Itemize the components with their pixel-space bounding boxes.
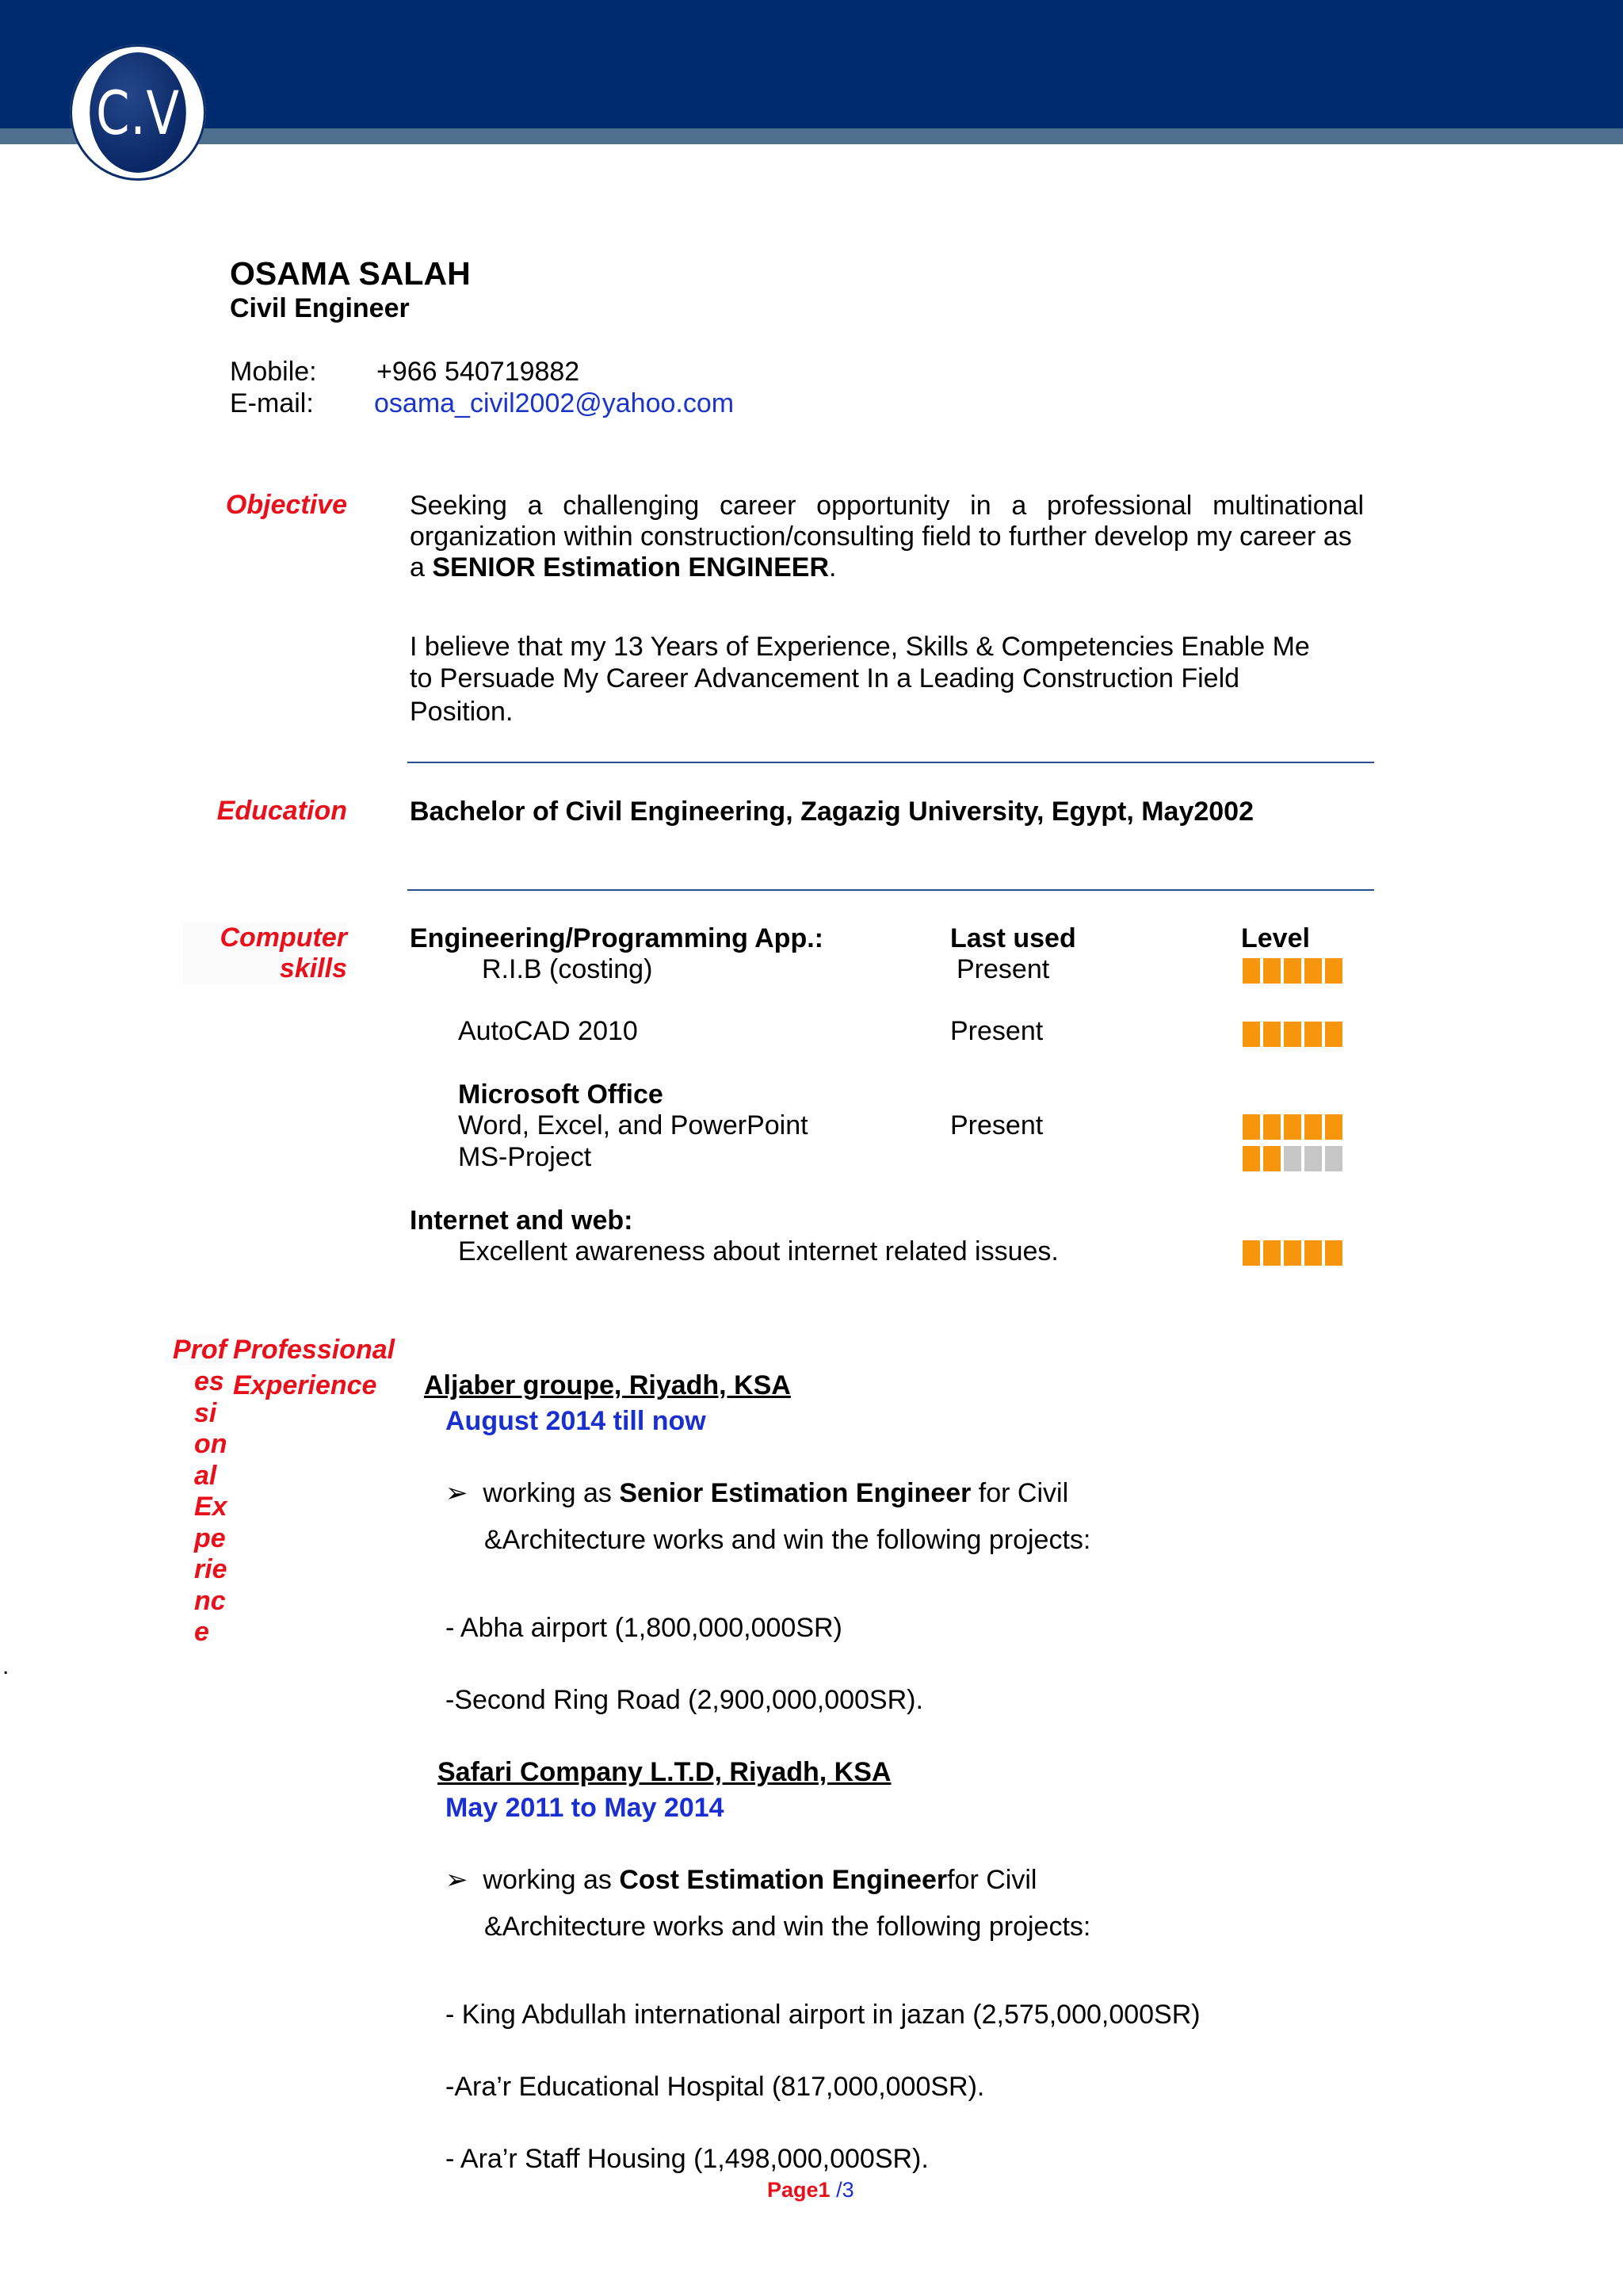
objective-line-3-post: . [829, 552, 837, 583]
project-item: -Ara’r Educational Hospital (817,000,000SR). [445, 2072, 985, 2102]
bullet-arrow-icon: ➢ [445, 1478, 468, 1508]
level-block-filled [1325, 958, 1342, 984]
project-item: - Abha airport (1,800,000,000SR) [445, 1613, 842, 1643]
skill-office-name: Word, Excel, and PowerPoint [458, 1110, 808, 1140]
person-name: OSAMA SALAH [230, 255, 471, 292]
level-block-filled [1243, 958, 1260, 984]
project-item: - King Abdullah international airport in jazan (2,575,000,000SR) [445, 2000, 1201, 2030]
vertical-fragment: al [194, 1460, 217, 1491]
objective-line-1: Seeking a challenging career opportunity in a professional multinational [410, 491, 1364, 521]
objective-line-3-pre: a [410, 552, 433, 583]
education-heading: Education [216, 796, 347, 826]
experience-overlap-word: Prof [173, 1335, 227, 1365]
job-bullet-line-2: &Architecture works and win the following projects: [484, 1912, 1091, 1942]
skill-office-last-used: Present [950, 1110, 1044, 1140]
computer-skills-heading [182, 923, 347, 984]
level-block-filled [1325, 1114, 1342, 1140]
job-bullet [445, 1864, 1037, 1896]
level-block-filled [1284, 1240, 1301, 1266]
vertical-fragment: e [194, 1617, 209, 1647]
mobile-value: +966 540719882 [376, 357, 580, 387]
bullet-arrow-icon: ➢ [445, 1865, 468, 1895]
level-block-filled [1263, 958, 1281, 984]
page-number: Page1 [767, 2178, 837, 2202]
level-block-filled [1243, 1146, 1260, 1171]
level-block-filled [1304, 1240, 1322, 1266]
level-block-empty [1304, 1146, 1322, 1171]
skill-office-heading: Microsoft Office [458, 1079, 663, 1110]
job-company: Aljaber groupe, Riyadh, KSA [424, 1370, 791, 1400]
page-footer [767, 2178, 854, 2202]
level-block-filled [1243, 1022, 1260, 1047]
objective-heading: Objective [225, 490, 347, 520]
level-block-filled [1243, 1240, 1260, 1266]
skills-col-level: Level [1241, 923, 1310, 953]
objective-p2-line-1: I believe that my 13 Years of Experience, Skills & Competencies Enable Me [410, 632, 1310, 662]
project-item: - Ara’r Staff Housing (1,498,000,000SR). [445, 2144, 929, 2174]
job-bullet-line-2: &Architecture works and win the following projects: [484, 1525, 1091, 1555]
experience-heading-line-1: Professional [233, 1335, 395, 1365]
vertical-fragment: Ex [194, 1492, 227, 1522]
level-block-filled [1325, 1022, 1342, 1047]
skill-rib-name: R.I.B (costing) [482, 954, 653, 984]
objective-p2-line-2: to Persuade My Career Advancement In a Leading Construction Field [410, 663, 1240, 693]
level-block-filled [1304, 958, 1322, 984]
level-block-empty [1325, 1146, 1342, 1171]
cv-logo: C.V [90, 52, 186, 173]
vertical-fragment: rie [194, 1554, 227, 1584]
skills-heading-line-1: Computer [220, 923, 347, 953]
job-role: Senior Estimation Engineer [619, 1478, 972, 1508]
level-block-filled [1325, 1240, 1342, 1266]
skills-col-app: Engineering/Programming App.: [410, 923, 823, 953]
vertical-fragment: es [194, 1366, 224, 1396]
email-label: E-mail: [230, 388, 314, 418]
skill-internet-name: Excellent awareness about internet related issues. [458, 1236, 1059, 1266]
level-block-filled [1284, 958, 1301, 984]
education-degree: Bachelor of Civil Engineering, Zagazig University, Egypt, May2002 [410, 797, 1254, 827]
job-bullet [445, 1477, 1068, 1509]
level-block-filled [1263, 1114, 1281, 1140]
experience-vertical-text [194, 1366, 242, 1648]
mobile-label: Mobile: [230, 357, 317, 387]
vertical-fragment: si [194, 1397, 217, 1428]
level-block-filled [1284, 1022, 1301, 1047]
level-block-filled [1263, 1240, 1281, 1266]
skill-rib-last-used: Present [957, 954, 1050, 984]
job-company: Safari Company L.T.D, Riyadh, KSA [437, 1757, 892, 1787]
skill-autocad-last-used: Present [950, 1016, 1044, 1046]
vertical-fragment: nc [194, 1585, 226, 1616]
skill-level-meter [1243, 958, 1342, 984]
target-role: SENIOR Estimation ENGINEER [432, 552, 829, 583]
skill-msproject-name: MS-Project [458, 1142, 592, 1172]
header-bar [0, 0, 1623, 128]
job-role: Cost Estimation Engineer [619, 1865, 948, 1895]
bullet-post: for Civil [947, 1865, 1037, 1895]
section-divider [407, 889, 1374, 891]
skills-col-last-used: Last used [950, 923, 1076, 953]
skill-level-meter [1243, 1240, 1342, 1266]
stray-dot: . [2, 1653, 10, 1679]
level-block-filled [1304, 1022, 1322, 1047]
objective-p2-line-3: Position. [410, 697, 514, 727]
skill-level-meter [1243, 1146, 1342, 1171]
job-dates: May 2011 to May 2014 [445, 1793, 724, 1823]
objective-line-3 [410, 552, 836, 583]
project-item: -Second Ring Road (2,900,000,000SR). [445, 1685, 923, 1715]
section-divider [407, 762, 1374, 763]
skill-level-meter [1243, 1114, 1342, 1140]
skill-autocad-name: AutoCAD 2010 [458, 1016, 638, 1046]
objective-line-2: organization within construction/consulting field to further develop my career as [410, 521, 1352, 552]
level-block-filled [1263, 1146, 1281, 1171]
level-block-filled [1284, 1114, 1301, 1140]
skill-level-meter [1243, 1022, 1342, 1047]
job-dates: August 2014 till now [445, 1406, 706, 1436]
bullet-post: for Civil [971, 1478, 1069, 1508]
level-block-empty [1284, 1146, 1301, 1171]
email-link[interactable]: osama_civil2002@yahoo.com [374, 388, 735, 418]
person-title: Civil Engineer [230, 293, 410, 323]
bullet-pre: working as [483, 1865, 620, 1895]
level-block-filled [1263, 1022, 1281, 1047]
vertical-fragment: pe [194, 1522, 226, 1553]
level-block-filled [1304, 1114, 1322, 1140]
page-total: /3 [836, 2178, 854, 2202]
skill-internet-heading: Internet and web: [410, 1205, 633, 1236]
bullet-pre: working as [483, 1478, 620, 1508]
experience-heading-line-2: Experience [233, 1370, 377, 1400]
skills-heading-line-2: skills [279, 953, 347, 984]
header-stripe [0, 128, 1623, 144]
vertical-fragment: on [194, 1429, 227, 1459]
level-block-filled [1243, 1114, 1260, 1140]
